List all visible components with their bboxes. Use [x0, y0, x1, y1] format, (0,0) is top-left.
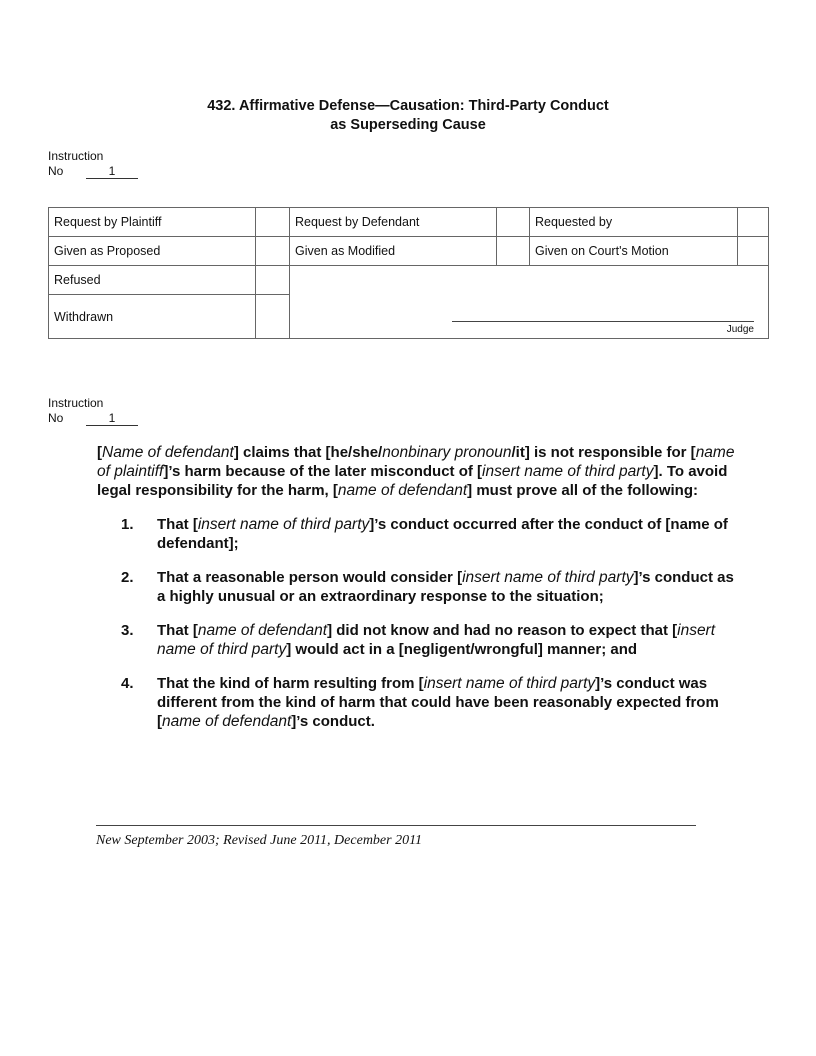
title-line-2: as Superseding Cause — [330, 117, 486, 133]
instruction-label: Instruction — [48, 149, 104, 163]
refused-checkbox[interactable] — [256, 266, 290, 295]
placeholder-text: insert name of third party — [482, 463, 654, 480]
request-by-plaintiff-checkbox[interactable] — [256, 208, 290, 237]
placeholder-text: insert name of third party — [197, 516, 370, 533]
text-segment: That a reasonable person would consider [ — [157, 569, 463, 586]
text-segment: That the kind of harm resulting from [ — [157, 675, 424, 692]
instruction-label: Instruction — [48, 396, 104, 410]
text-segment: /it] is not responsible for [ — [511, 444, 696, 461]
item-number: 4. — [121, 675, 134, 692]
instruction-number-bottom — [48, 396, 138, 426]
footer-divider — [96, 825, 696, 826]
no-label: No — [48, 411, 64, 425]
placeholder-text: name of defendant — [197, 622, 328, 639]
refused-label: Refused — [49, 266, 256, 295]
judge-signature-area[interactable] — [290, 266, 769, 339]
text-segment: ] would act in a [negligent/wrongful] manner; and — [286, 641, 638, 658]
request-by-plaintiff-label: Request by Plaintiff — [49, 208, 256, 237]
given-as-modified-checkbox[interactable] — [497, 237, 530, 266]
intro-paragraph — [97, 443, 737, 500]
given-as-proposed-checkbox[interactable] — [256, 237, 290, 266]
text-segment: ]’s conduct occurred after the conduct of [name of defendant]; — [157, 516, 728, 552]
judge-label: Judge — [726, 324, 754, 335]
list-item — [97, 515, 737, 553]
placeholder-text: nonbinary pronoun — [382, 444, 512, 461]
instruction-number-top — [48, 149, 138, 179]
withdrawn-checkbox[interactable] — [256, 295, 290, 339]
placeholder-text: name of defendant — [162, 713, 292, 730]
text-segment: ]’s harm because of the later misconduct of [ — [163, 463, 483, 480]
requested-by-checkbox[interactable] — [738, 208, 769, 237]
revision-history: New September 2003; Revised June 2011, December 2011 — [96, 833, 423, 848]
given-as-proposed-label: Given as Proposed — [49, 237, 256, 266]
placeholder-text: Name of defendant — [102, 444, 234, 461]
judge-signature-line — [452, 321, 754, 322]
requested-by-label: Requested by — [530, 208, 738, 237]
text-segment: ] claims that [he/she/ — [233, 444, 383, 461]
instruction-number-field[interactable]: 1 — [86, 165, 138, 179]
placeholder-text: insert name of third party — [423, 675, 596, 692]
withdrawn-label: Withdrawn — [49, 295, 256, 339]
text-segment: That [ — [157, 516, 198, 533]
text-segment: ]. To avoid legal responsibility for the harm, [ — [97, 463, 728, 499]
item-number: 2. — [121, 569, 134, 586]
given-on-courts-motion-label: Given on Court's Motion — [530, 237, 738, 266]
text-segment: ] did not know and had no reason to expect that [ — [327, 622, 678, 639]
given-as-modified-label: Given as Modified — [290, 237, 497, 266]
placeholder-text: name of defendant — [337, 482, 468, 499]
text-segment: ]’s conduct. — [291, 713, 375, 730]
text-segment: ] must prove all of the following: — [467, 482, 699, 499]
disposition-form-table — [48, 207, 769, 339]
item-number: 1. — [121, 516, 134, 533]
placeholder-text: insert name of third party — [157, 622, 716, 658]
placeholder-text: insert name of third party — [462, 569, 634, 586]
item-number: 3. — [121, 622, 134, 639]
page-title — [0, 97, 816, 135]
list-item — [97, 568, 737, 606]
no-label: No — [48, 164, 64, 178]
request-by-defendant-label: Request by Defendant — [290, 208, 497, 237]
list-item — [97, 674, 737, 731]
elements-list — [97, 515, 737, 731]
text-segment: That [ — [157, 622, 198, 639]
text-segment: ]’s conduct as a highly unusual or an extraordinary response to the situation; — [157, 569, 734, 605]
instruction-body — [97, 443, 737, 746]
instruction-number-field[interactable]: 1 — [86, 412, 138, 426]
text-segment: [ — [97, 444, 102, 461]
text-segment: ]’s conduct was different from the kind of harm that could have been reasonably expected from [ — [157, 675, 719, 730]
placeholder-text: name of plaintiff — [97, 444, 735, 480]
given-on-courts-motion-checkbox[interactable] — [738, 237, 769, 266]
title-line-1: 432. Affirmative Defense—Causation: Third-Party Conduct — [207, 98, 609, 114]
list-item — [97, 621, 737, 659]
request-by-defendant-checkbox[interactable] — [497, 208, 530, 237]
